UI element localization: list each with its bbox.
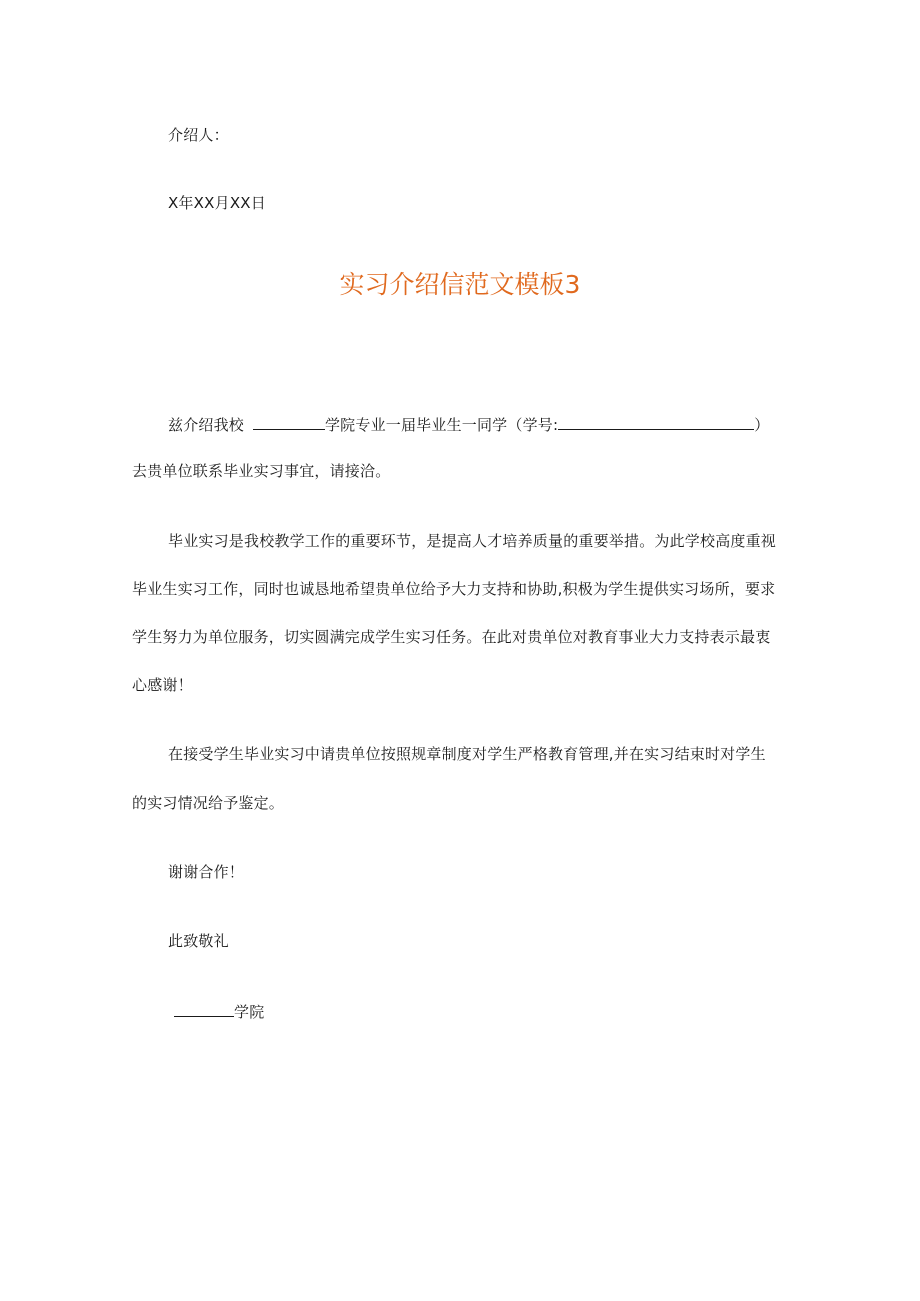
- college-blank: [253, 414, 325, 430]
- paragraph-2-line-4: 心感谢！: [132, 676, 193, 694]
- p1-text-a: 兹介绍我校: [168, 416, 245, 434]
- regards-line: 此致敬礼: [168, 932, 229, 950]
- date-line: X年XX月XX日: [168, 194, 266, 212]
- paragraph-2-line-2: 毕业生实习工作，同时也诚恳地希望贵单位给予大力支持和协助,积极为学生提供实习场所，要求: [132, 580, 776, 598]
- p1-text-c: ）: [754, 416, 770, 434]
- thanks-line: 谢谢合作！: [168, 863, 245, 881]
- paragraph-3-line-1: 在接受学生毕业实习中请贵单位按照规章制度对学生严格教育管理,并在实习结束时对学生: [168, 745, 766, 763]
- paragraph-2-line-1: 毕业实习是我校教学工作的重要环节，是提高人才培养质量的重要举措。为此学校高度重视: [168, 532, 777, 550]
- paragraph-2-line-3: 学生努力为单位服务，切实圆满完成学生实习任务。在此对贵单位对教育事业大力支持表示最衷: [132, 628, 771, 646]
- paragraph-1-line-2: 去贵单位联系毕业实习事宜，请接洽。: [132, 462, 391, 480]
- page-title: 实习介绍信范文模板3: [339, 270, 581, 299]
- signature-blank: [174, 1001, 234, 1017]
- signature-suffix: 学院: [234, 1003, 265, 1021]
- paragraph-3-line-2: 的实习情况给予鉴定。: [132, 794, 285, 812]
- signature-line: [174, 1001, 264, 1022]
- p1-text-b: 学院专业一届毕业生一同学（学号:: [324, 416, 559, 434]
- introducer-line: 介绍人：: [168, 126, 229, 144]
- paragraph-1-line-1: [168, 414, 769, 435]
- student-id-blank: [558, 414, 754, 430]
